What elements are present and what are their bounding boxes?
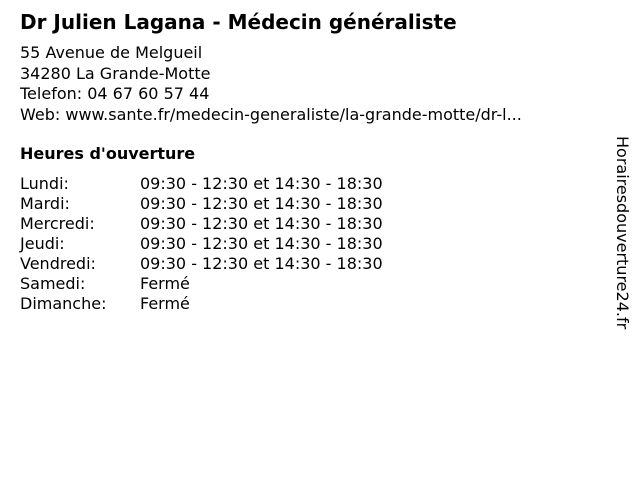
- hours-day-label: Dimanche:: [20, 294, 107, 313]
- hours-day-label: Samedi:: [20, 274, 86, 293]
- hours-time-value: 09:30 - 12:30 et 14:30 - 18:30: [140, 214, 383, 233]
- hours-time-value: 09:30 - 12:30 et 14:30 - 18:30: [140, 234, 383, 253]
- address-street: 55 Avenue de Melgueil: [20, 43, 203, 62]
- contact-block: [20, 43, 522, 125]
- hours-time-value: 09:30 - 12:30 et 14:30 - 18:30: [140, 254, 383, 273]
- opening-hours-heading: Heures d'ouverture: [20, 144, 196, 163]
- hours-day-label: Mardi:: [20, 194, 70, 213]
- page-title: Dr Julien Lagana - Médecin généraliste: [20, 10, 457, 34]
- hours-day-label: Vendredi:: [20, 254, 96, 273]
- hours-time-value: Fermé: [140, 274, 190, 293]
- hours-time-value: 09:30 - 12:30 et 14:30 - 18:30: [140, 194, 383, 213]
- hours-day-label: Mercredi:: [20, 214, 95, 233]
- hours-row-thursday: [20, 234, 383, 254]
- hours-row-tuesday: [20, 194, 383, 214]
- address-city: 34280 La Grande-Motte: [20, 63, 211, 83]
- hours-time-value: 09:30 - 12:30 et 14:30 - 18:30: [140, 174, 383, 193]
- hours-row-friday: [20, 254, 383, 274]
- hours-time-value: Fermé: [140, 294, 190, 313]
- hours-day-label: Jeudi:: [20, 234, 65, 253]
- site-watermark: Horairesdouverture24.fr: [613, 136, 632, 330]
- opening-hours-table: [20, 174, 383, 314]
- hours-row-monday: [20, 174, 383, 194]
- hours-row-wednesday: [20, 214, 383, 234]
- hours-row-saturday: [20, 274, 383, 294]
- website-link: Web: www.sante.fr/medecin-generaliste/la-grande-motte/dr-l...: [20, 104, 522, 124]
- phone-number: Telefon: 04 67 60 57 44: [20, 84, 210, 103]
- hours-day-label: Lundi:: [20, 174, 69, 193]
- hours-row-sunday: [20, 294, 383, 314]
